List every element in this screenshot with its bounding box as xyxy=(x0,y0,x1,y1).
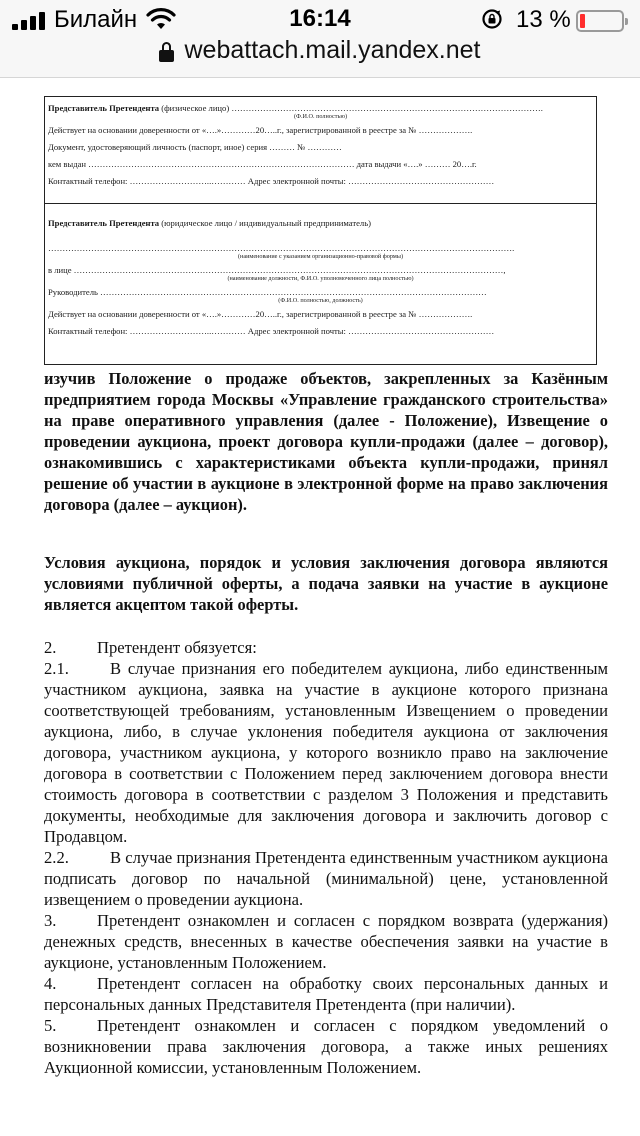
document-page xyxy=(0,79,640,1136)
status-time: 16:14 xyxy=(289,5,351,32)
legal-person-line: в лице ……………………………………………………………………………………………………………………………………, xyxy=(48,265,506,275)
list-item: 2.1. В случае признания его победителем аукциона, либо единственным участником аукциона, заявка на участие в аукционе которого признана соответствующей требованиям, установленным Извещением о проведении аукциона, либо, в случае уклонения победителя аукциона от заключения договора, участником аукциона, у которого возникло право на заключение договора в соответствии с Положением перед заключением договора внести стоимость договора в соответствии с разделом 3 Положения и представить документы, необходимые для заключения договора и заключить договор с Продавцом. xyxy=(44,659,608,846)
individual-representative-box: Представитель Претендента (физическое лицо) ………………………………………………………………………………………………. (Ф.И.О. полностью) Действует на основании доверенности от «….»…………20…..г., зарегистрированной в реестре за № ………………. Документ, удостоверяющий личность (паспорт, иное) серия ……… № ………… кем выдан ………………………………………………………………………………… дата выдачи «….» ……… 20….г. Контактный телефон: ………………………..………… Адрес электронной почты: …………………………………………… xyxy=(44,96,597,203)
obligations-list xyxy=(44,637,608,1078)
individual-doc-line: Документ, удостоверяющий личность (паспорт, иное) серия ……… № ………… xyxy=(48,142,342,152)
legal-title: Представитель Претендента xyxy=(48,218,160,228)
legal-head-hint: (Ф.И.О. полностью, должность) xyxy=(278,297,363,304)
address-url[interactable]: webattach.mail.yandex.net xyxy=(184,36,481,64)
individual-title: Представитель Претендента xyxy=(48,103,160,113)
carrier-name: Билайн xyxy=(54,6,138,33)
battery-icon xyxy=(576,10,624,32)
list-item: 5. Претендент ознакомлен и согласен с порядком уведомлений о возникновении права заключения договора, а также иных решениях Аукционной комиссии, установленным Положением. xyxy=(44,1016,608,1077)
rotation-lock-icon xyxy=(481,8,503,30)
individual-issued-line: кем выдан ………………………………………………………………………………… дата выдачи «….» ……… 20….г. xyxy=(48,159,477,169)
list-item: 4. Претендент согласен на обработку своих персональных данных и персональных данных Представителя Претендента (при наличии). xyxy=(44,974,608,1014)
legal-representative-box: Представитель Претендента (юридическое лицо / индивидуальный предприниматель) ………………………………………………………………………………………………………………………………………………. (наименование с указанием организационно-правовой формы) в лице ……………………………………………………………………………………………………………………………………, (наименование должности, Ф.И.О. уполномоченного лица полностью) Руководитель ……………………………………………………………………………………………………………………… (Ф.И.О. полностью, должность) Действует на основании доверенности от «….»…………20…..г., зарегистрированной в реестре за № ………………. Контактный телефон: ………………………..………… Адрес электронной почты: …………………………………………… xyxy=(44,203,597,365)
individual-power-line: Действует на основании доверенности от «….»…………20…..г., зарегистрированной в реестре за № ………………. xyxy=(48,125,473,135)
list-item: 2. Претендент обязуется: xyxy=(44,638,257,657)
lock-icon xyxy=(159,42,174,62)
studied-paragraph: изучив Положение о продаже объектов, закрепленных за Казённым предприятием города Москвы «Управление гражданского строительства» на праве оперативного управления (далее - Положение), Извещение о проведении аукциона, проект договора купли-продажи (далее – договор), ознакомившись с характеристиками объекта купли-продажи, принял решение об участии в аукционе в электронной форме на право заключения договора (далее – аукцион). xyxy=(44,369,608,514)
legal-contact-line: Контактный телефон: ………………………..………… Адрес электронной почты: …………………………………………… xyxy=(48,326,495,336)
legal-power-line: Действует на основании доверенности от «….»…………20…..г., зарегистрированной в реестре за № ………………. xyxy=(48,309,473,319)
legal-name-line: ………………………………………………………………………………………………………………………………………………. xyxy=(48,243,515,253)
legal-person-hint: (наименование должности, Ф.И.О. уполномоченного лица полностью) xyxy=(227,275,414,282)
status-bar xyxy=(0,0,640,40)
list-item: 3. Претендент ознакомлен и согласен с порядком возврата (удержания) денежных средств, внесенных в качестве обеспечения заявки на участие в аукционе, установленным Положением. xyxy=(44,911,608,972)
fio-hint: (Ф.И.О. полностью) xyxy=(294,113,347,120)
browser-top-bar xyxy=(0,0,640,78)
list-item: 2.2. В случае признания Претендента единственным участником аукциона подписать договор по начальной (минимальной) цене, установленной извещением о проведении аукциона. xyxy=(44,848,608,909)
individual-contact-line: Контактный телефон: ………………………..………… Адрес электронной почты: …………………………………………… xyxy=(48,176,495,186)
legal-name-hint: (наименование с указанием организационно-правовой формы) xyxy=(237,253,404,260)
conditions-paragraph: Условия аукциона, порядок и условия заключения договора являются условиями публичной оферты, а подача заявки на участие в аукционе является акцептом такой оферты. xyxy=(44,553,608,614)
address-bar[interactable] xyxy=(0,36,640,72)
battery-percent: 13 % xyxy=(516,6,571,33)
legal-head-line: Руководитель ……………………………………………………………………………………………………………………… xyxy=(48,287,487,297)
